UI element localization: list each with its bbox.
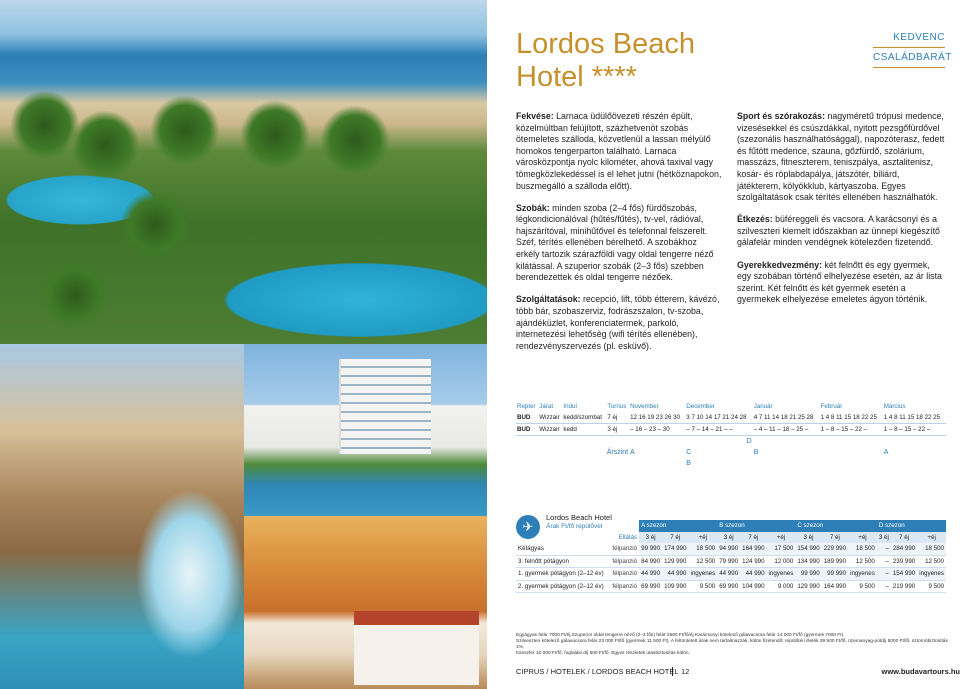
dates-jan: 4 7 11 14 18 21 25 28 — [753, 412, 820, 424]
price-cell: 69 990 — [639, 580, 662, 593]
schedule-row — [516, 412, 946, 424]
season-letter: D — [746, 438, 752, 445]
col-extra-night: +éj — [848, 532, 877, 544]
price-cell: 94 990 — [717, 543, 740, 555]
price-row — [516, 555, 946, 568]
price-cell: 44 990 — [662, 568, 688, 581]
resort-aerial-photo — [0, 0, 487, 344]
paragraph-text: Larnaca üdülőövezeti részén épült, közelmúltban felújított, százhetvenöt szobás ötemeletes szálloda, közvetlenül a lassan mélyülő homokos tengerparton található. Larnaca városközpontja nyolc kilométer, ahová taxival vagy tömegközlekedéssel is el lehet jutni (hétköznapokon, buszmegálló a szálloda előtt). — [516, 111, 722, 191]
paragraph-text: büféreggeli és vacsora. A karácsonyi és a szilveszteri kiemelt időszakban az ünnepi kiegészítő gálafelár minden vendégnek kötelezően fizetendő. — [737, 214, 940, 248]
turnus: 3 éj — [606, 424, 629, 436]
price-cell: 18 500 — [917, 543, 946, 555]
paragraph-label: Fekvése: — [516, 111, 554, 121]
board-type: félpanzió — [608, 580, 640, 593]
schedule-row — [516, 424, 946, 436]
col-3-nights: 3 éj — [877, 532, 891, 544]
paragraph-sport — [737, 111, 945, 204]
price-table — [516, 520, 946, 593]
footer-breadcrumb: CIPRUS / HOTELEK / LORDOS BEACH HOTEL — [516, 667, 679, 676]
price-cell: 229 990 — [822, 543, 848, 555]
price-cell: 154 990 — [891, 568, 917, 581]
season-row — [516, 447, 946, 458]
flight: Wizzair — [538, 424, 562, 436]
title-line-2: Hotel **** — [516, 61, 637, 93]
price-cell: 9 500 — [917, 580, 946, 593]
waterpark-slide-photo — [0, 344, 244, 689]
price-cell: 134 990 — [795, 555, 821, 568]
website-link[interactable]: www.budavartours.hu — [881, 667, 960, 676]
season-c: C szezon — [795, 520, 877, 532]
dates-mar: 1 4 8 11 15 18 22 25 — [883, 412, 946, 424]
tag-csaladbarat: CSALÁDBARÁT — [873, 48, 945, 68]
row-label: 1. gyermek pótágyon (2–12 év) — [516, 568, 608, 581]
paragraph-dining — [737, 214, 945, 249]
price-cell: ingyenes — [688, 568, 717, 581]
col-7-nights: 7 éj — [740, 532, 766, 544]
row-label: 2. gyermek pótágyon (2–12 év) — [516, 580, 608, 593]
depart: kedd/szombat — [562, 412, 606, 424]
price-row — [516, 580, 946, 593]
paragraph-label: Gyerekkedvezmény: — [737, 259, 823, 270]
paragraph-text: recepció, lift, több étterem, kávézó, több bár, szobaszerviz, fodrászszalon, tv-szoba, ajándéküzlet, konferenciatermek, parkoló, internetezési lehetőség (wifi térítés ellenében), rendezvényszervezés (pl. esküvő). — [516, 294, 720, 351]
description-right — [737, 111, 945, 316]
column-header-row — [516, 532, 946, 544]
paragraph-label: Szolgáltatások: — [516, 294, 581, 305]
page-footer — [516, 664, 960, 680]
season-d: D szezon — [877, 520, 946, 532]
board-type: félpanzió — [608, 543, 640, 555]
col-3-nights: 3 éj — [717, 532, 740, 544]
hotel-building — [339, 359, 431, 454]
col-header: Járat — [539, 403, 554, 410]
spacer — [516, 458, 685, 469]
footnote-line: Egyágyas felár 7000 Ft/éj.Szuperior oldal tengerre néző (2–3 fős) felár 2500 Ft/fő/éj.Karácsonyi kötelező gálavacsora felár 14 000 Ft/fő (gyermek 7000 Ft). — [516, 633, 845, 638]
price-cell: 174 990 — [662, 543, 688, 555]
dates-mar: 1 – 8 – 15 – 22 – — [883, 424, 946, 436]
price-subtitle: Árak Ft/fő repülővel — [546, 523, 603, 530]
price-cell: 109 990 — [662, 580, 688, 593]
footnote-line: transzfer 10 000 Ft/fő, foglalási díj 500 Ft/fő. Egyes részletek utasbiztosítás külön. — [516, 651, 690, 656]
season-row-d — [516, 436, 946, 448]
spacer — [516, 436, 685, 448]
season-header-row — [516, 520, 946, 532]
price-cell: 99 990 — [639, 543, 662, 555]
season-b: B szezon — [717, 520, 795, 532]
palm-tree — [320, 105, 390, 175]
price-cell: 9 500 — [688, 580, 717, 593]
price-cell: ingyenes — [917, 568, 946, 581]
footnote-line: Szilveszteri kötelező gálavacsora felár 23 000 Ft/fő (gyermek 11 500 Ft). A feltüntetett árak nem tartalmazzák, külön fizetendő: repülőtéri illeték 39 500 Ft/fő, üzemanyag-pótdíj 5000 Ft/fő, sztornóbiztosítás 1%, — [516, 639, 948, 650]
season-a: A szezon — [639, 520, 717, 532]
bed — [354, 611, 479, 685]
price-cell: 239 990 — [891, 555, 917, 568]
price-cell: 124 990 — [740, 555, 766, 568]
price-cell: 189 990 — [822, 555, 848, 568]
price-cell: 164 990 — [740, 543, 766, 555]
price-cell: 219 990 — [891, 580, 917, 593]
price-cell: 104 990 — [740, 580, 766, 593]
col-extra-night: +éj — [767, 532, 796, 544]
page-number: 12 — [672, 667, 689, 676]
dates-nov: 12 16 19 23 26 30 — [629, 412, 685, 424]
spacer — [753, 436, 946, 448]
price-row — [516, 543, 946, 555]
season-letter: B — [686, 460, 691, 467]
col-header: Január — [753, 403, 773, 410]
airport: BUD — [516, 424, 538, 436]
palm-tree — [120, 190, 190, 260]
col-header: December — [686, 403, 715, 410]
price-cell: 79 990 — [717, 555, 740, 568]
paragraph-rooms — [516, 203, 722, 284]
price-cell: 12 500 — [917, 555, 946, 568]
price-cell: ingyenes — [848, 568, 877, 581]
paragraph-children — [737, 260, 945, 306]
hotel-building-photo — [244, 344, 487, 516]
hotel-room-photo — [244, 516, 487, 689]
price-cell: 9 000 — [767, 580, 796, 593]
spacer — [820, 447, 883, 458]
palm-tree — [40, 260, 110, 330]
dates-jan: – 4 – 11 – 18 – 25 – — [753, 424, 820, 436]
palm-tree — [150, 95, 220, 165]
plane-icon: ✈ — [516, 515, 540, 539]
season-letter: C — [686, 449, 692, 456]
price-cell: ingyenes — [767, 568, 796, 581]
dates-feb: 1 4 8 11 15 18 22 25 — [820, 412, 883, 424]
price-cell: 12 000 — [767, 555, 796, 568]
dates-feb: 1 – 8 – 15 – 22 – — [820, 424, 883, 436]
price-cell: 44 990 — [639, 568, 662, 581]
spacer — [608, 520, 640, 532]
paragraph-text: két felnőtt és egy gyermek, egy szobában történő elhelyezése esetén, az ár lista szerint. Két felnőtt és két gyermek esetén a gyermekek elhelyezése emeletes ágyon történik. — [737, 259, 942, 305]
col-header: Repter — [517, 403, 536, 410]
paragraph-text: minden szoba (2–4 fős) fürdőszobás, légkondicionálóval (hűtés/fűtés), tv-vel, rádióval, hajszárítóval, minihűtővel és telefonnal felszerelt. Széf, térítés ellenében bérelhető. A szobákhoz erkély tartozik szárazföldi vagy oldal tengerre néző kilátással. A szuperior szobák (2–3 fős) szebben berendezettek és oldal tengerre nézőek. — [516, 202, 714, 283]
price-cell: 129 990 — [795, 580, 821, 593]
price-cell: 99 990 — [795, 568, 821, 581]
price-cell: 12 500 — [688, 555, 717, 568]
season-letter: A — [883, 449, 889, 456]
col-header: Turnus — [607, 403, 627, 410]
airport: BUD — [516, 412, 538, 424]
season-row-b — [516, 458, 946, 469]
season-letter: B — [753, 449, 759, 456]
paragraph-label: Szobák: — [516, 202, 550, 213]
price-row — [516, 568, 946, 581]
board-header: Ellátás — [618, 533, 638, 541]
price-cell: 44 990 — [717, 568, 740, 581]
palm-tree — [240, 100, 310, 170]
palm-tree — [70, 110, 140, 180]
price-cell: 164 990 — [822, 580, 848, 593]
col-header: Indul — [563, 403, 577, 410]
flight: Wizzair — [538, 412, 562, 424]
price-cell: 17 500 — [767, 543, 796, 555]
col-3-nights: 3 éj — [639, 532, 662, 544]
season-letter: A — [630, 449, 635, 456]
price-cell: 84 990 — [639, 555, 662, 568]
description-left — [516, 111, 722, 363]
board-type: félpanzió — [608, 555, 640, 568]
spacer — [516, 532, 608, 544]
col-header: Február — [820, 403, 843, 410]
turnus: 7 éj — [606, 412, 629, 424]
paragraph-services — [516, 294, 722, 352]
col-extra-night: +éj — [688, 532, 717, 544]
tag-kedvenc: KEDVENC — [873, 28, 945, 48]
col-3-nights: 3 éj — [795, 532, 821, 544]
dates-dec: – 7 – 14 – 21 – – — [685, 424, 752, 436]
col-header: Március — [883, 403, 906, 410]
price-cell: – — [877, 568, 891, 581]
col-extra-night: +éj — [917, 532, 946, 544]
spacer — [753, 458, 946, 469]
price-cell: 9 500 — [848, 580, 877, 593]
row-label: Kétágyas — [516, 543, 608, 555]
price-cell: 44 990 — [740, 568, 766, 581]
price-cell: 284 990 — [891, 543, 917, 555]
paragraph-label: Étkezés: — [737, 214, 773, 225]
price-cell: 69 990 — [717, 580, 740, 593]
col-7-nights: 7 éj — [662, 532, 688, 544]
price-cell: 129 990 — [662, 555, 688, 568]
price-cell: – — [877, 555, 891, 568]
title-line-1: Lordos Beach — [516, 28, 695, 60]
paragraph-text: nagyméretű trópusi medence, vizesésekkel és csúszdákkal, nyitott pezsgőfürdővel (szezonális használhatósággal), napozóterasz, fedett és fűtött medence, szauna, gőzfürdő, szolárium, masszázs, fitneszterem, teniszpálya, asztalitenisz, kosár- és röplabdapálya, játszótér, biliárd, játékterem, kölyökklub, kártyaszoba. Egyes szolgáltatások csak térítés ellenében használhatók. — [737, 111, 945, 203]
spacer — [516, 520, 608, 532]
flight-schedule-table — [516, 401, 946, 469]
price-footnotes — [516, 633, 956, 657]
col-header: November — [630, 403, 659, 410]
paragraph-label: Sport és szórakozás: — [737, 111, 825, 121]
page-title — [516, 28, 746, 94]
dates-nov: – 16 – 23 – 30 — [629, 424, 685, 436]
category-tags — [873, 28, 952, 68]
price-cell: 99 990 — [822, 568, 848, 581]
price-level-label: Árszint — [606, 449, 629, 456]
row-label: 3. felnőtt pótágyon — [516, 555, 608, 568]
col-7-nights: 7 éj — [822, 532, 848, 544]
price-cell: 18 500 — [848, 543, 877, 555]
price-cell: – — [877, 580, 891, 593]
price-cell: 12 500 — [848, 555, 877, 568]
price-cell: 154 990 — [795, 543, 821, 555]
price-cell: – — [877, 543, 891, 555]
dates-dec: 3 7 10 14 17 21 24 28 — [685, 412, 752, 424]
paragraph-location — [516, 111, 722, 192]
price-hotel-name: Lordos Beach Hotel — [546, 513, 612, 522]
board-type: félpanzió — [608, 568, 640, 581]
schedule-header-row — [516, 401, 946, 412]
col-7-nights: 7 éj — [891, 532, 917, 544]
depart: kedd — [562, 424, 606, 436]
price-cell: 18 500 — [688, 543, 717, 555]
